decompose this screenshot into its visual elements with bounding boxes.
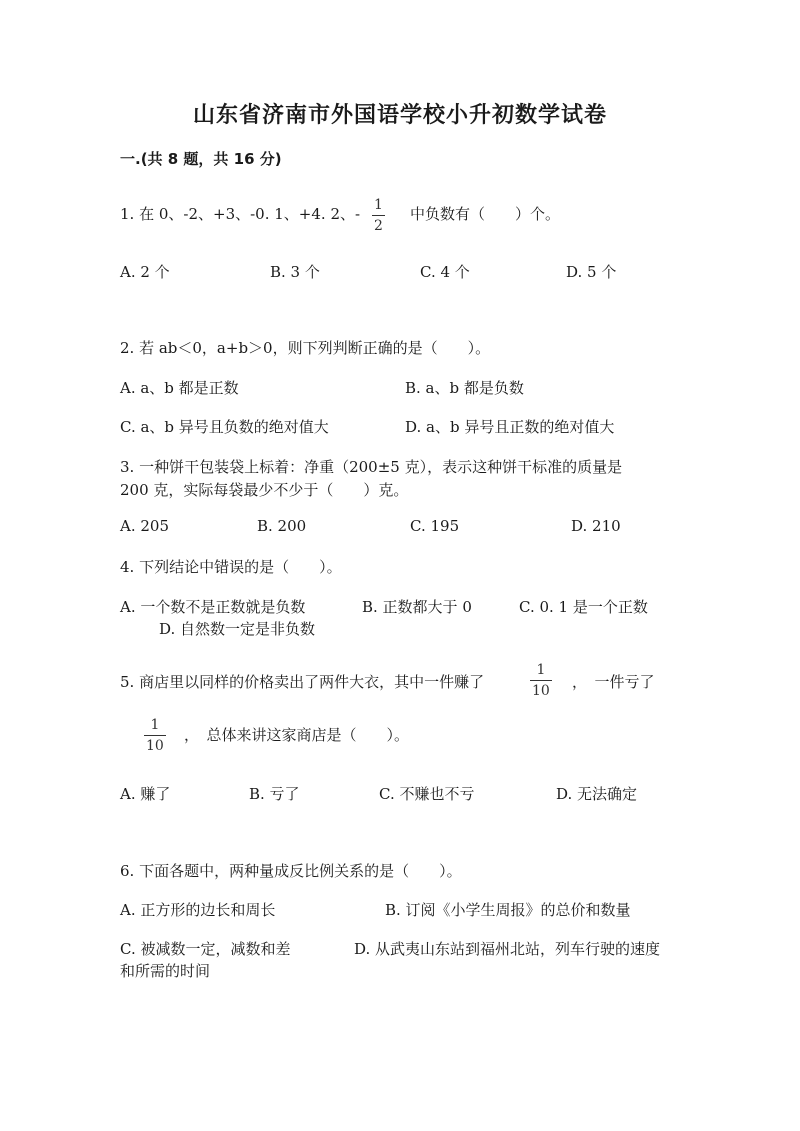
page-title: 山东省济南市外国语学校小升初数学试卷 xyxy=(192,103,607,128)
question-2-stem: 2. 若 ab＜0，a+b＞0，则下列判断正确的是（ ）。 xyxy=(120,339,491,357)
question-2-option-b: B. a、b 都是负数 xyxy=(405,379,524,397)
question-4-stem: 4. 下列结论中错误的是（ ）。 xyxy=(120,558,342,576)
fraction-denominator: 10 xyxy=(532,683,550,699)
question-1-option-d: D. 5 个 xyxy=(566,263,617,281)
question-2-option-d: D. a、b 异号且正数的绝对值大 xyxy=(405,418,615,436)
question-6-option-d-continued: 和所需的时间 xyxy=(120,962,211,980)
question-3-option-d: D. 210 xyxy=(571,517,621,535)
question-3-stem-line-2: 200 克，实际每袋最少不少于（ ）克。 xyxy=(120,481,409,499)
fraction-denominator: 10 xyxy=(146,738,164,754)
question-4-option-d: D. 自然数一定是非负数 xyxy=(159,620,316,638)
question-2-option-c: C. a、b 异号且负数的绝对值大 xyxy=(120,418,329,436)
fraction-bar xyxy=(530,680,552,681)
question-5-option-d: D. 无法确定 xyxy=(556,785,638,803)
question-1-option-c: C. 4 个 xyxy=(420,263,470,281)
question-4-option-a: A. 一个数不是正数就是负数 xyxy=(120,598,306,616)
fraction-numerator: 1 xyxy=(536,662,546,678)
question-6-option-a: A. 正方形的边长和周长 xyxy=(120,901,276,919)
question-6-option-d: D. 从武夷山东站到福州北站，列车行驶的速度 xyxy=(354,940,661,958)
question-3-option-b: B. 200 xyxy=(257,517,307,535)
question-4-option-b: B. 正数都大于 0 xyxy=(362,598,472,616)
fraction-bar xyxy=(372,215,385,216)
question-5-stem-part-3: ， 总体来讲这家商店是（ ）。 xyxy=(184,726,410,744)
question-1-option-a: A. 2 个 xyxy=(120,263,170,281)
fraction-denominator: 2 xyxy=(374,218,383,234)
question-5-stem-part-1: 5. 商店里以同样的价格卖出了两件大衣，其中一件赚了 xyxy=(120,673,485,691)
fraction-numerator: 1 xyxy=(374,197,383,213)
fraction-numerator: 1 xyxy=(150,717,160,733)
question-1-option-b: B. 3 个 xyxy=(270,263,320,281)
question-3-stem-line-1: 3. 一种饼干包装袋上标着：净重（200±5 克），表示这种饼干标准的质量是 xyxy=(120,458,623,476)
question-6-option-b: B. 订阅《小学生周报》的总价和数量 xyxy=(385,901,631,919)
question-5-option-c: C. 不赚也不亏 xyxy=(379,785,475,803)
question-1-fraction xyxy=(372,198,385,233)
question-3-option-a: A. 205 xyxy=(120,517,169,535)
fraction-bar xyxy=(144,735,166,736)
question-1-stem-before: 1. 在 0、-2、+3、-0. 1、+4. 2、- xyxy=(120,205,361,223)
question-4-option-c: C. 0. 1 是一个正数 xyxy=(519,598,648,616)
question-6-option-c: C. 被减数一定，减数和差 xyxy=(120,940,291,958)
question-5-fraction-1 xyxy=(530,663,552,698)
question-1-stem-after: 中负数有（ ）个。 xyxy=(410,205,561,223)
question-6-stem: 6. 下面各题中，两种量成反比例关系的是（ ）。 xyxy=(120,862,462,880)
question-2-option-a: A. a、b 都是正数 xyxy=(120,379,239,397)
question-5-fraction-2 xyxy=(144,718,166,753)
section-heading: 一.(共 8 题，共 16 分) xyxy=(120,150,282,168)
question-3-option-c: C. 195 xyxy=(410,517,460,535)
question-5-stem-part-2: ， 一件亏了 xyxy=(572,673,655,691)
question-5-option-a: A. 赚了 xyxy=(120,785,171,803)
question-5-option-b: B. 亏了 xyxy=(249,785,300,803)
